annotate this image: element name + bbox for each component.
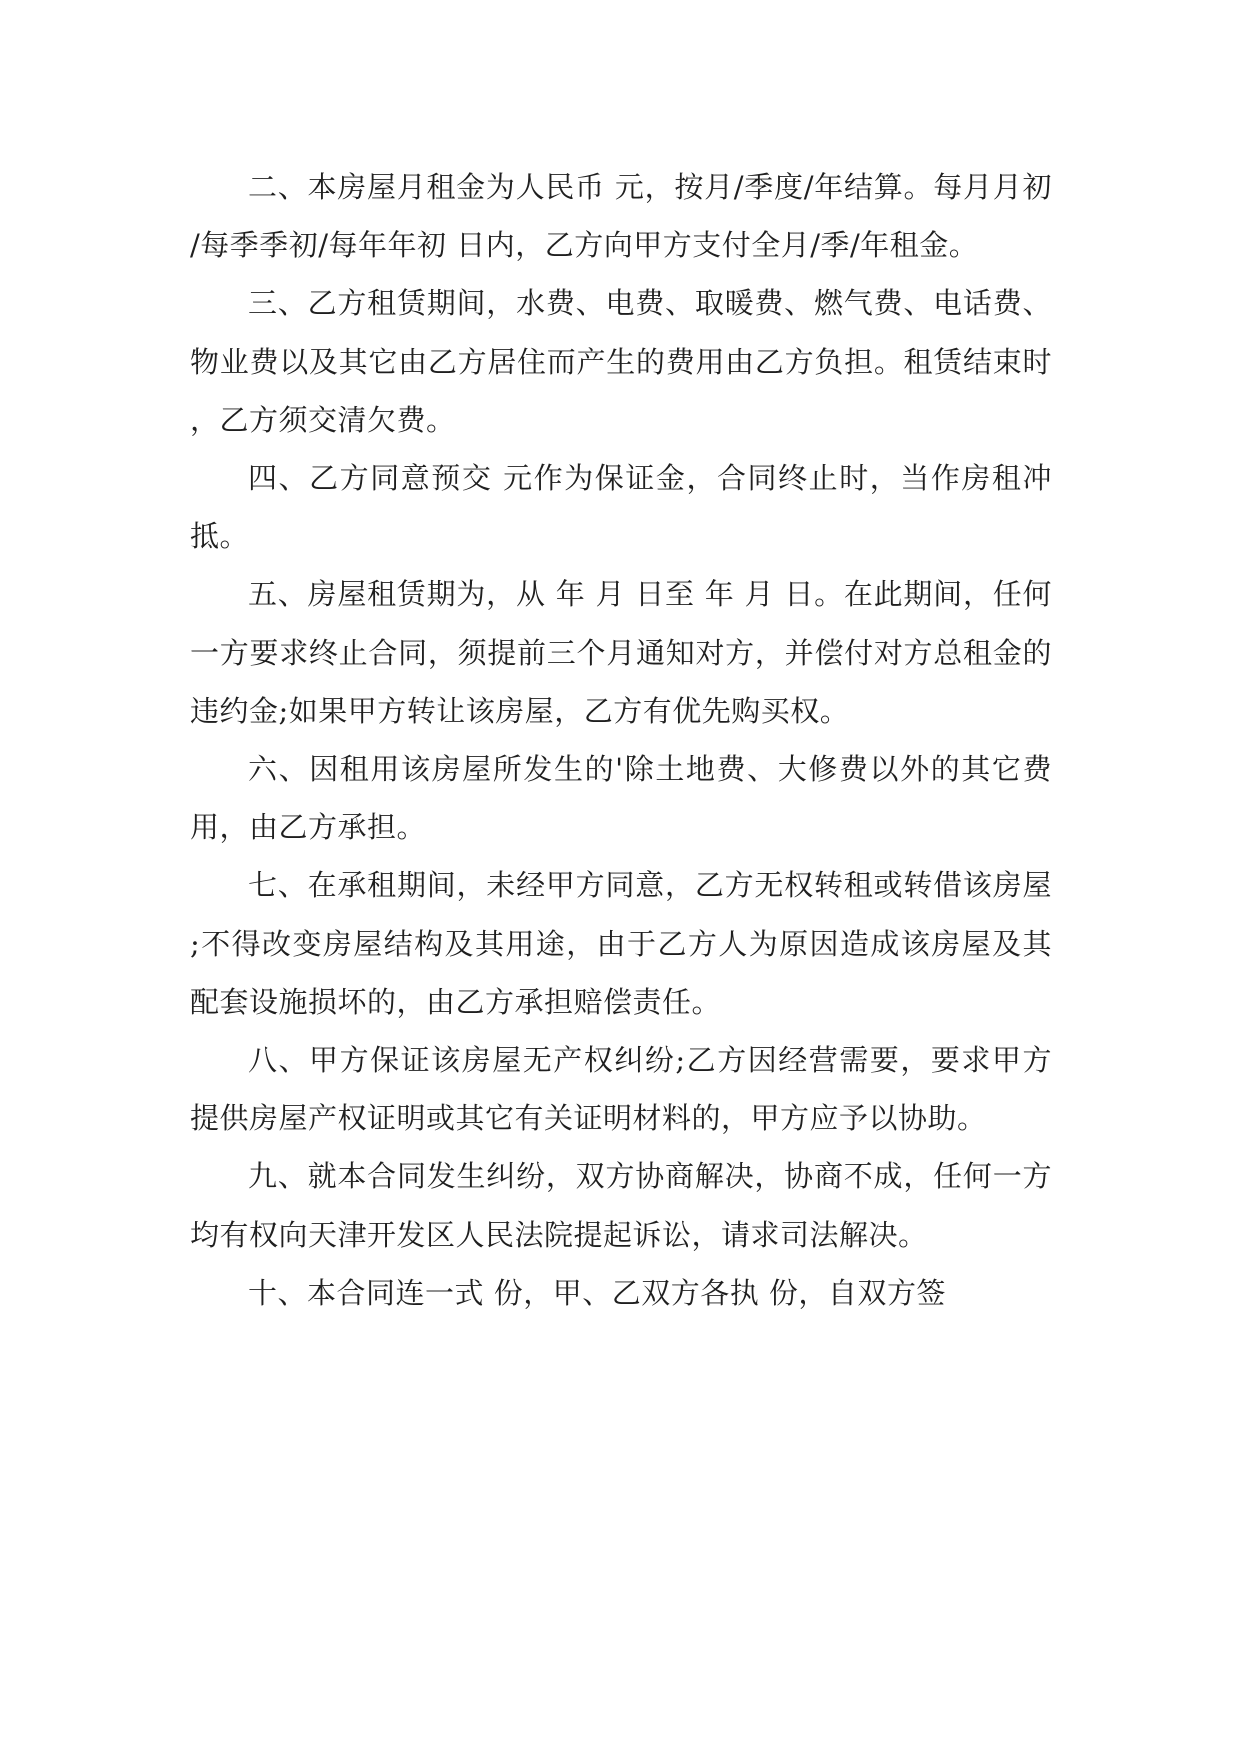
clause-9-disputes: 九、就本合同发生纠纷，双方协商解决，协商不成，任何一方均有权向天津开发区人民法院提起诉讼，请求司法解决。 [190,1159,1052,1252]
clause-8-title-guarantee: 八、甲方保证该房屋无产权纠纷;乙方因经营需要，要求甲方提供房屋产权证明或其它有关证明材料的，甲方应予以协助。 [190,1043,1052,1136]
clause-5-term: 五、房屋租赁期为，从 年 月 日至 年 月 日。在此期间，任何一方要求终止合同，须提前三个月通知对方，并偿付对方总租金的违约金;如果甲方转让该房屋，乙方有优先购买权。 [190,577,1052,728]
clause-2-rent: 二、本房屋月租金为人民币 元，按月/季度/年结算。每月月初/每季季初/每年年初 日内，乙方向甲方支付全月/季/年租金。 [190,170,1052,263]
clause-10-copies: 十、本合同连一式 份，甲、乙双方各执 份，自双方签 [248,1275,946,1310]
clause-3-fees: 三、乙方租赁期间，水费、电费、取暖费、燃气费、电话费、物业费以及其它由乙方居住而产生的费用由乙方负担。租赁结束时，乙方须交清欠费。 [190,286,1052,437]
clause-7-sublease: 七、在承租期间，未经甲方同意，乙方无权转租或转借该房屋;不得改变房屋结构及其用途，由于乙方人为原因造成该房屋及其配套设施损坏的，由乙方承担赔偿责任。 [190,868,1052,1019]
clause-6-other-costs: 六、因租用该房屋所发生的'除土地费、大修费以外的其它费用，由乙方承担。 [190,752,1052,845]
document-page [190,158,1052,1322]
clause-4-deposit: 四、乙方同意预交 元作为保证金，合同终止时，当作房租冲抵。 [190,461,1052,554]
